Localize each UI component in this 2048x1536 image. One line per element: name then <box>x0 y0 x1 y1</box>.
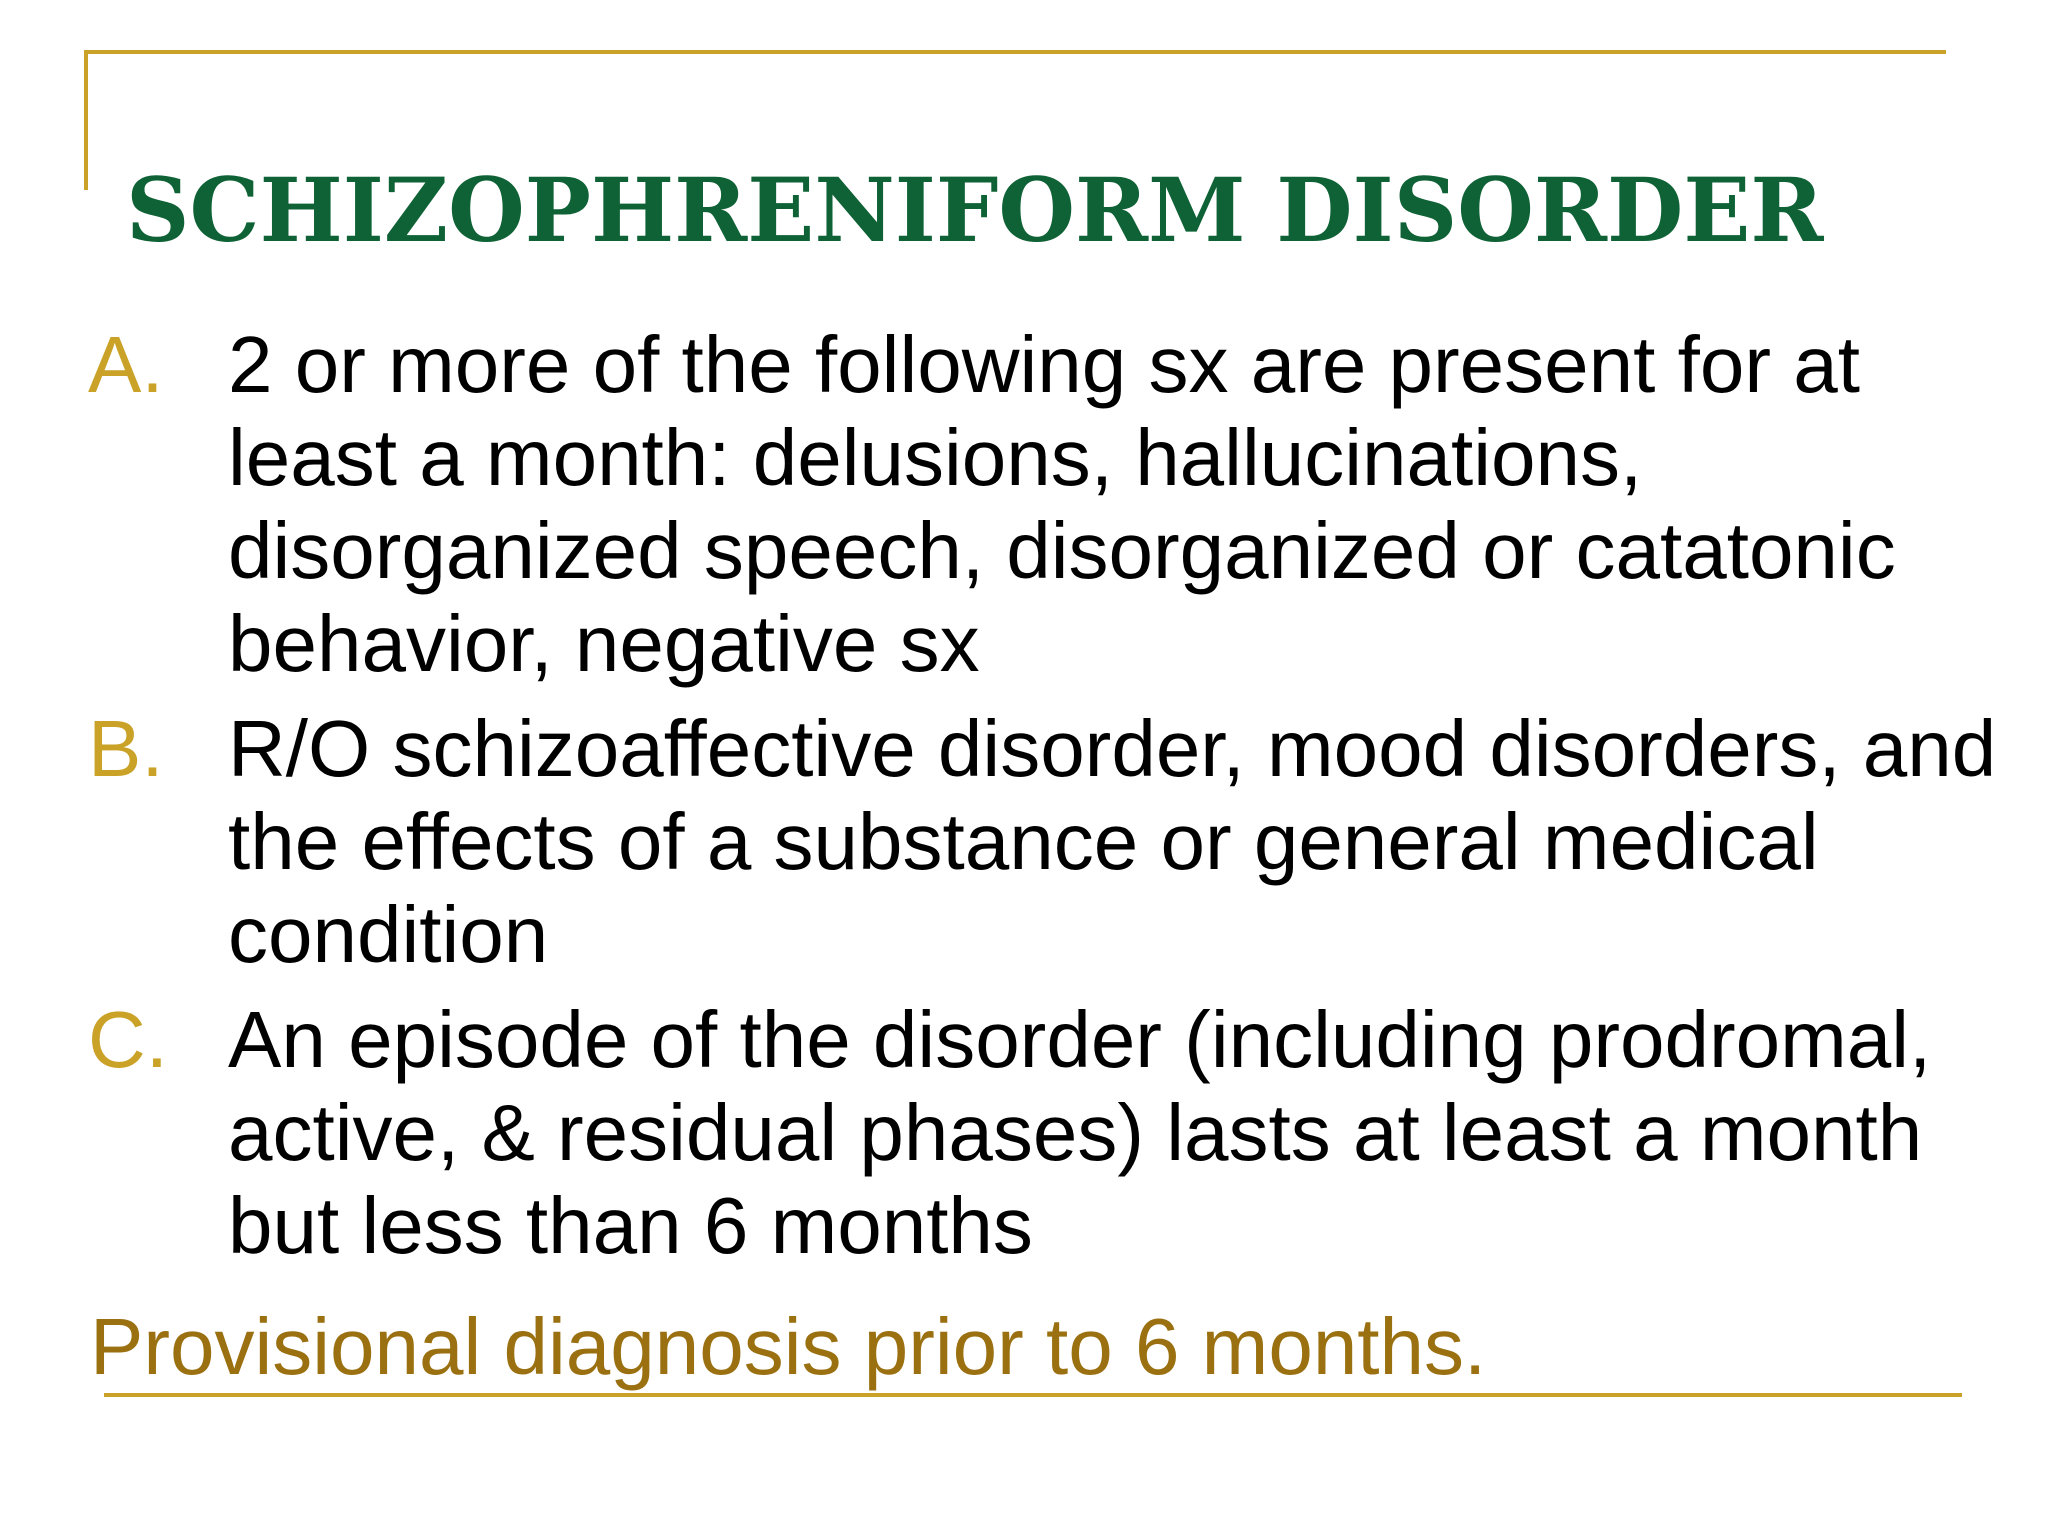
list-marker: C. <box>88 995 168 1084</box>
criteria-list <box>88 318 2008 1284</box>
list-item <box>88 318 2008 690</box>
list-item <box>88 702 2008 981</box>
left-rule-divider <box>84 50 88 190</box>
bottom-rule-divider <box>104 1393 1962 1397</box>
list-item-text: 2 or more of the following sx are present for at least a month: delusions, hallucinations, disorganized speech, disorganized or catatonic behavior, negative sx <box>228 320 1896 688</box>
provisional-note: Provisional diagnosis prior to 6 months. <box>90 1302 1487 1391</box>
slide-title: SCHIZOPHRENIFORM DISORDER <box>126 158 1824 262</box>
list-item <box>88 993 2008 1272</box>
list-item-text: R/O schizoaffective disorder, mood disorders, and the effects of a substance or general medical condition <box>228 704 1997 979</box>
list-marker: B. <box>88 704 164 793</box>
list-item-text: An episode of the disorder (including prodromal, active, & residual phases) lasts at least a month but less than 6 months <box>228 995 1932 1270</box>
top-rule-divider <box>84 50 1946 54</box>
list-marker: A. <box>88 320 164 409</box>
